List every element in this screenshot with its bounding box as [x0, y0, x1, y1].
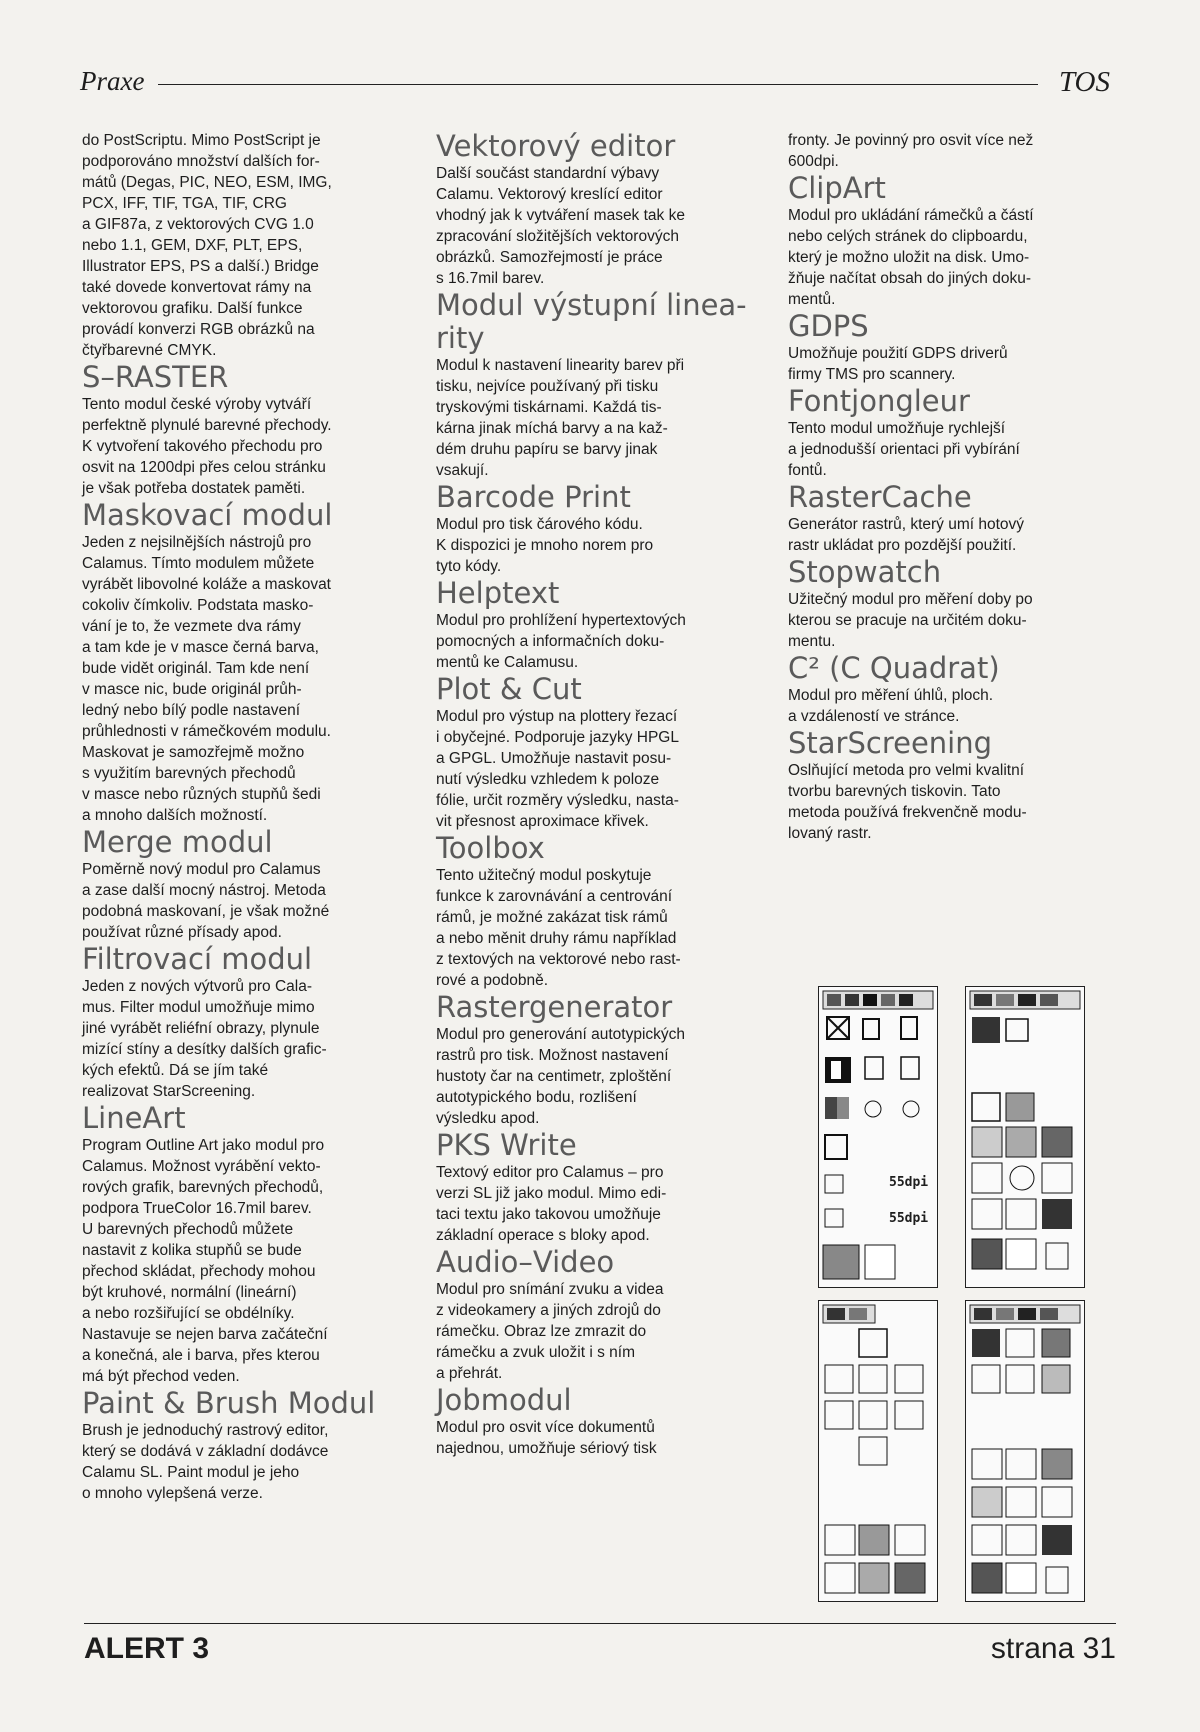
- toolbox-panel-screenshot-1: [818, 986, 938, 1288]
- toolbox-panel-screenshot-4: [965, 1300, 1085, 1602]
- section-heading: Merge modul: [82, 825, 273, 859]
- magazine-name: ALERT 3: [84, 1632, 210, 1665]
- body-paragraph: Užitečný modul pro měření doby po kterou se pracuje na určitém doku- mentu.: [788, 591, 1033, 650]
- column-3: [788, 130, 1108, 844]
- section-heading: Plot & Cut: [436, 672, 582, 706]
- section-heading: Rastergenerator: [436, 990, 673, 1024]
- toolbox-icons-4: [966, 1301, 1084, 1601]
- toolbox-panel-screenshot-2: [965, 986, 1085, 1288]
- section-heading: Paint & Brush Modul: [82, 1386, 376, 1420]
- section-heading: Stopwatch: [788, 555, 942, 589]
- toolbox-icons-2: [966, 987, 1084, 1287]
- body-paragraph: Program Outline Art jako modul pro Calamus. Možnost vyrábění vekto- rových grafik, barevných přechodů, podpora TrueColor 16.7mil barev. U barevných přechodů můžete nastavit z kolika stupňů se bude přechod skládat, přechody mohou být kruhové, normální (lineární) a nebo rozšiřující se obdélníky. Nastavuje se nejen barva začáteční a konečná, ale i barva, přes kterou má být přechod veden.: [82, 1137, 328, 1385]
- body-paragraph: Generátor rastrů, který umí hotový rastr ukládat pro pozdější použití.: [788, 516, 1025, 554]
- body-paragraph: Tento modul umožňuje rychlejší a jednodušší orientaci při vybírání fontů.: [788, 420, 1020, 479]
- body-paragraph: Další součást standardní výbavy Calamu. Vektorový kreslící editor vhodný jak k vytváření masek tak ke zpracování složitějších vektorových obrázků. Samozřejmostí je práce s 16.7mil barev.: [436, 165, 685, 287]
- page-number: strana 31: [990, 1632, 1116, 1665]
- body-paragraph: Tento užitečný modul poskytuje funkce k zarovnávání a centrování rámů, je možné zakázat tisk rámů a nebo měnit druhy rámu například z textových na vektorové nebo rast- rové a podobně.: [436, 867, 681, 989]
- body-paragraph: Textový editor pro Calamus – pro verzi SL již jako modul. Mimo edi- taci textu jako takovou umožňuje základní operace s bloky apod.: [436, 1164, 667, 1244]
- dpi-readout-2: 55dpi: [889, 1211, 929, 1226]
- body-paragraph: Modul pro generování autotypických rastrů pro tisk. Možnost nastavení hustoty čar na centimetr, zploštění autotypického bodu, rozlišení výsledku apod.: [436, 1026, 686, 1127]
- body-paragraph: Brush je jednoduchý rastrový editor, který se dodává v základní dodávce Calamu SL. Paint modul je jeho o mnoho vylepšená verze.: [82, 1422, 329, 1502]
- section-heading: GDPS: [788, 309, 869, 343]
- column-2: [436, 130, 766, 1459]
- section-heading: Barcode Print: [436, 480, 631, 514]
- section-heading: Fontjongleur: [788, 384, 970, 418]
- section-label: Praxe: [80, 66, 145, 96]
- body-paragraph: Modul pro tisk čárového kódu. K dispozici je mnoho norem pro tyto kódy.: [436, 516, 654, 575]
- body-paragraph: Umožňuje použití GDPS driverů firmy TMS pro scannery.: [788, 345, 1008, 383]
- body-paragraph: Modul k nastavení linearity barev při tisku, nejvíce používaný při tisku tryskovými tiskárnami. Každá tis- kárna jinak míchá barvy a na kaž- dém druhu papíru se barvy jinak vsakují.: [436, 357, 685, 479]
- section-heading: ClipArt: [788, 171, 886, 205]
- body-paragraph: Poměrně nový modul pro Calamus a zase další mocný nástroj. Metoda podobná maskovaní, je však možné používat různé přísady apod.: [82, 861, 330, 941]
- section-heading: Vektorový editor: [436, 129, 676, 163]
- body-paragraph: Modul pro snímání zvuku a videa z videokamery a jiných zdrojů do rámečku. Obraz lze zmrazit do rámečku a zvuk uložit i s ním a přehrát.: [436, 1281, 664, 1382]
- section-heading: Modul výstupní linea- rity: [436, 288, 747, 355]
- toolbox-icons-3: [819, 1301, 937, 1601]
- section-heading: Audio–Video: [436, 1245, 615, 1279]
- body-paragraph: Oslňující metoda pro velmi kvalitní tvorbu barevných tiskovin. Tato metoda používá frekvenčně modu- lovaný rastr.: [788, 762, 1027, 842]
- section-heading: C² (C Quadrat): [788, 651, 1000, 685]
- column-1: [82, 130, 412, 1504]
- body-paragraph: Modul pro osvit více dokumentů najednou, umožňuje sériový tisk: [436, 1419, 657, 1457]
- body-paragraph: Jeden z nových výtvorů pro Cala- mus. Filter modul umožňuje mimo jiné vyrábět reliéfní obrazy, plynule mizící stíny a desítky dalších grafic- kých efektů. Dá se jím také realizovat StarScreening.: [82, 978, 327, 1100]
- section-heading: LineArt: [82, 1101, 186, 1135]
- topic-label: TOS: [1058, 66, 1110, 98]
- section-heading: Filtrovací modul: [82, 942, 313, 976]
- header-rule: [158, 84, 1038, 85]
- section-heading: StarScreening: [788, 726, 993, 760]
- section-heading: Helptext: [436, 576, 560, 610]
- section-heading: RasterCache: [788, 480, 972, 514]
- toolbox-icons-1: [819, 987, 937, 1287]
- body-paragraph: Tento modul české výroby vytváří perfektně plynulé barevné přechody. K vytvoření takového přechodu pro osvit na 1200dpi přes celou stránku je však potřeba dostatek paměti.: [82, 396, 332, 497]
- section-heading: S–RASTER: [82, 360, 229, 394]
- body-paragraph: Modul pro výstup na plottery řezací i obyčejné. Podporuje jazyky HPGL a GPGL. Umožňuje nastavit posu- nutí výsledku vzhledem k poloze fólie, určit rozměry výsledku, nasta- vit přesnost aproximace křivek.: [436, 708, 679, 830]
- body-paragraph: Modul pro ukládání rámečků a částí nebo celých stránek do clipboardu, který je možno uložit na disk. Umo- žňuje načítat obsah do jiných doku- mentů.: [788, 207, 1034, 308]
- body-paragraph: Jeden z nejsilnějších nástrojů pro Calamus. Tímto modulem můžete vyrábět libovolné koláže a maskovat cokoliv čímkoliv. Podstata masko- vání je to, že vezmete dva rámy a tam kde je v masce černá barva, bude vidět originál. Tam kde není v masce nic, bude originál průh- ledný nebo bílý podle nastavení průhlednosti v rámečkovém modulu. Maskovat je samozřejmě možno s využitím barevných přechodů v masce nebo různých stupňů šedi a mnoho dalších možností.: [82, 534, 331, 824]
- body-paragraph: Modul pro prohlížení hypertextových pomocných a informačních doku- mentů ke Calamusu.: [436, 612, 686, 671]
- body-paragraph: Modul pro měření úhlů, ploch. a vzdáleností ve stránce.: [788, 687, 994, 725]
- body-paragraph: do PostScriptu. Mimo PostScript je podporováno množství dalších for- mátů (Degas, PIC, NEO, ESM, IMG, PCX, IFF, TIF, TGA, TIF, CRG a GIF87a, z vektorových CVG 1.0 nebo 1.1, GEM, DXF, PLT, EPS, Illustrator EPS, PS a další.) Bridge také dovede konvertovat rámy na vektorovou grafiku. Další funkce provádí konverzi RGB obrázků na čtyřbarevné CMYK.: [82, 132, 332, 359]
- footer-rule: [84, 1623, 1116, 1624]
- page-header: [80, 66, 1110, 106]
- section-heading: Toolbox: [436, 831, 545, 865]
- section-heading: PKS Write: [436, 1128, 577, 1162]
- section-heading: Jobmodul: [436, 1383, 572, 1417]
- toolbox-panel-screenshot-3: [818, 1300, 938, 1602]
- dpi-readout-1: 55dpi: [889, 1175, 929, 1190]
- section-heading: Maskovací modul: [82, 498, 333, 532]
- body-paragraph: fronty. Je povinný pro osvit více než 600dpi.: [788, 132, 1034, 170]
